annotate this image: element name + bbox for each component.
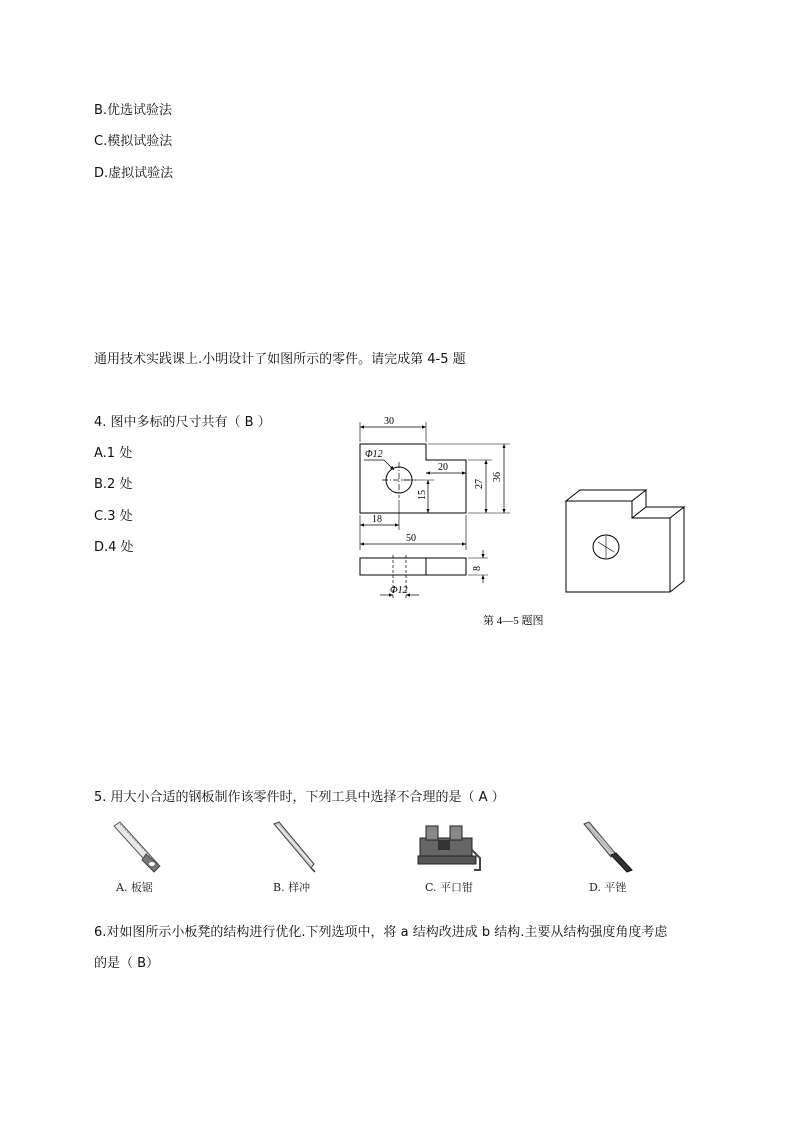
dim-15: 15 [417, 490, 428, 500]
q4-option-d: D.4 处 [94, 540, 134, 555]
tool-label-b: B. 样冲 [273, 881, 311, 894]
saw-icon [110, 822, 165, 872]
q4-option-c: C.3 处 [94, 509, 133, 524]
dim-8: 8 [472, 566, 483, 571]
tool-label-a: A. 板锯 [116, 881, 153, 894]
file-icon [580, 822, 635, 872]
technical-drawing [340, 410, 700, 625]
center-punch-icon [268, 822, 323, 872]
dim-18: 18 [372, 514, 382, 525]
dim-phi12-bottom: Φ12 [390, 585, 408, 596]
dim-50: 50 [406, 533, 416, 544]
vise-icon [414, 820, 484, 872]
option-b-prev: B.优选试验法 [94, 103, 173, 118]
tool-label-d: D. 平锉 [589, 881, 627, 894]
q4-stem: 4. 图中多标的尺寸共有（ B ） [94, 415, 271, 430]
dim-30: 30 [384, 416, 394, 427]
top-view-outline [360, 558, 466, 575]
dim-phi12: Φ12 [365, 449, 383, 460]
option-d-prev: D.虚拟试验法 [94, 166, 174, 181]
q4-option-b: B.2 处 [94, 477, 133, 492]
q5-stem: 5. 用大小合适的钢板制作该零件时，下列工具中选择不合理的是（ A ） [94, 790, 505, 805]
figure-caption: 第 4—5 题图 [483, 615, 544, 627]
q6-stem-line1: 6.对如图所示小板凳的结构进行优化.下列选项中，将 a 结构改进成 b 结构.主要从结构强度角度考虑 [94, 925, 668, 940]
dim-27: 27 [474, 479, 485, 489]
isometric-view [566, 490, 684, 592]
q6-stem-line2: 的是（ B） [94, 956, 160, 971]
dim-36: 36 [492, 472, 503, 482]
dim-20: 20 [438, 462, 448, 473]
q4-option-a: A.1 处 [94, 446, 133, 461]
tool-label-c: C. 平口钳 [425, 881, 474, 894]
option-c-prev: C.模拟试验法 [94, 134, 173, 149]
section-intro: 通用技术实践课上.小明设计了如图所示的零件。请完成第 4-5 题 [94, 352, 466, 367]
